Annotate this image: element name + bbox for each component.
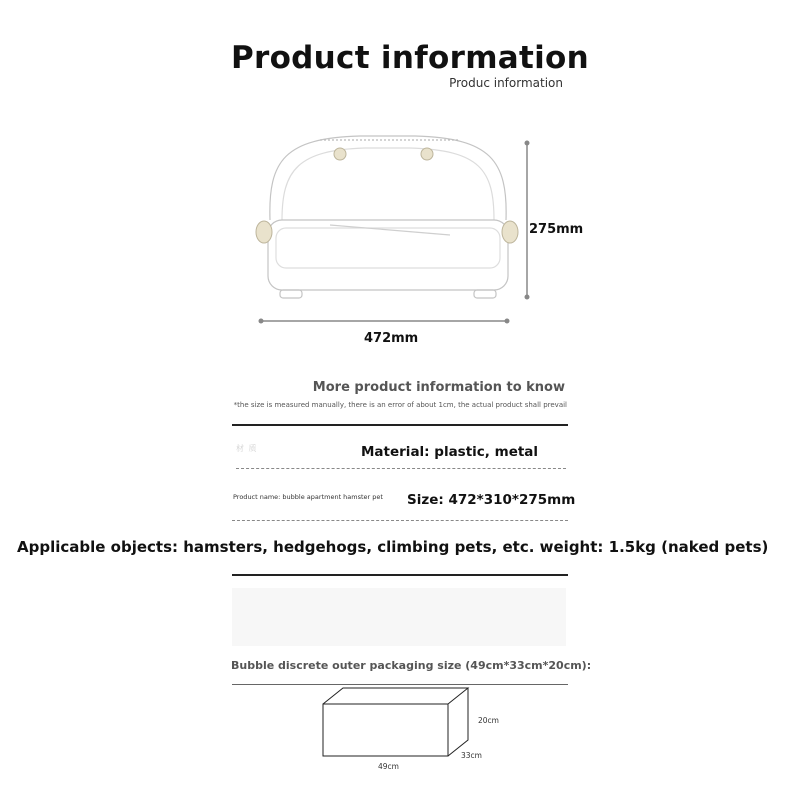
divider — [232, 574, 568, 576]
blank-image-area — [232, 588, 566, 646]
page-subtitle: Produc information — [449, 76, 563, 90]
size-spec: Size: 472*310*275mm — [407, 492, 576, 508]
measurement-note: *the size is measured manually, there is an error of about 1cm, the actual product shall prevail — [233, 401, 567, 409]
box-height-label: 20cm — [478, 716, 499, 725]
box-depth-label: 33cm — [461, 751, 482, 760]
page-title: Product information — [230, 40, 590, 76]
applicable-objects: Applicable objects: hamsters, hedgehogs, climbing pets, etc. weight: 1.5kg (naked pets) — [17, 538, 769, 556]
product-name: Product name: bubble apartment hamster pet — [233, 493, 383, 501]
width-label: 472mm — [364, 331, 419, 346]
divider — [232, 424, 568, 426]
material-spec: Material: plastic, metal — [361, 444, 539, 460]
info-heading: More product information to know — [312, 380, 565, 395]
box-length-label: 49cm — [378, 762, 399, 771]
dimension-lines — [255, 135, 535, 335]
divider — [236, 468, 566, 469]
faint-label: 材 质 — [236, 444, 258, 453]
divider — [232, 520, 568, 521]
packaging-heading: Bubble discrete outer packaging size (49cm*33cm*20cm): — [231, 659, 592, 672]
height-label: 275mm — [529, 222, 584, 237]
